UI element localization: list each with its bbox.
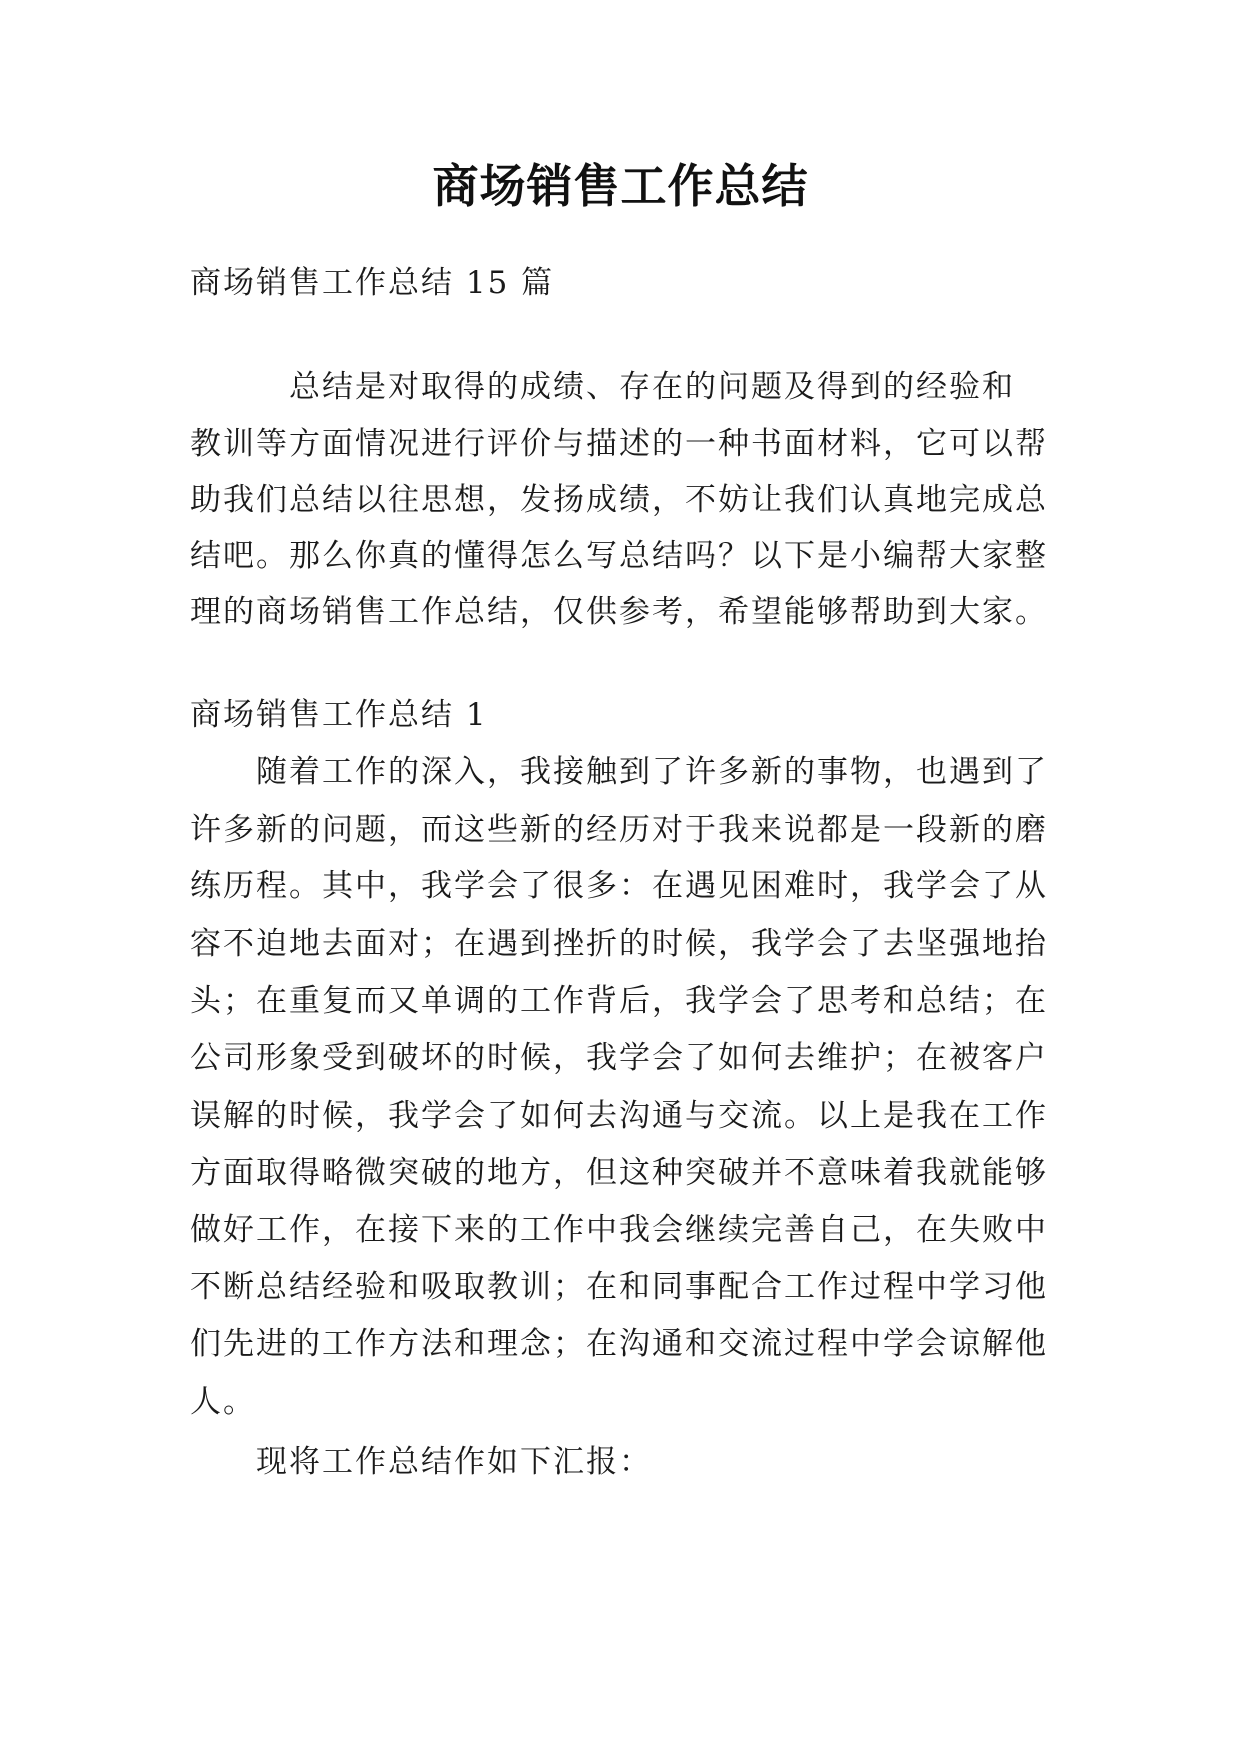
- body-line-9: 做好工作，在接下来的工作中我会继续完善自己，在失败中: [190, 1212, 1048, 1248]
- document-title: 商场销售工作总结: [432, 159, 809, 213]
- document-subtitle: 商场销售工作总结 15 篇: [190, 265, 555, 301]
- body-line-2: 许多新的问题，而这些新的经历对于我来说都是一段新的磨: [190, 812, 1048, 848]
- section-heading: 商场销售工作总结 1: [190, 697, 488, 733]
- body-line-1: 随着工作的深入，我接触到了许多新的事物，也遇到了: [190, 754, 1048, 790]
- body-line-11: 们先进的工作方法和理念；在沟通和交流过程中学会谅解他: [190, 1326, 1048, 1362]
- body-line-10: 不断总结经验和吸取教训；在和同事配合工作过程中学习他: [190, 1269, 1048, 1305]
- body-line-12: 人。: [190, 1384, 256, 1420]
- intro-line-3: 助我们总结以往思想，发扬成绩，不妨让我们认真地完成总: [190, 482, 1048, 518]
- body-line-8: 方面取得略微突破的地方，但这种突破并不意味着我就能够: [190, 1155, 1048, 1191]
- intro-line-5: 理的商场销售工作总结，仅供参考，希望能够帮助到大家。: [190, 594, 1048, 630]
- body-line-5: 头；在重复而又单调的工作背后，我学会了思考和总结；在: [190, 983, 1048, 1019]
- body-line-7: 误解的时候，我学会了如何去沟通与交流。以上是我在工作: [190, 1098, 1048, 1134]
- body-line-4: 容不迫地去面对；在遇到挫折的时候，我学会了去坚强地抬: [190, 926, 1048, 962]
- intro-line-2: 教训等方面情况进行评价与描述的一种书面材料，它可以帮: [190, 426, 1048, 462]
- intro-line-1: 总结是对取得的成绩、存在的问题及得到的经验和: [190, 369, 1015, 405]
- body-line-3: 练历程。其中，我学会了很多：在遇见困难时，我学会了从: [190, 868, 1048, 904]
- intro-line-4: 结吧。那么你真的懂得怎么写总结吗？以下是小编帮大家整: [190, 538, 1048, 574]
- body-line-6: 公司形象受到破坏的时候，我学会了如何去维护；在被客户: [190, 1040, 1048, 1076]
- closing-line: 现将工作总结作如下汇报：: [190, 1444, 652, 1480]
